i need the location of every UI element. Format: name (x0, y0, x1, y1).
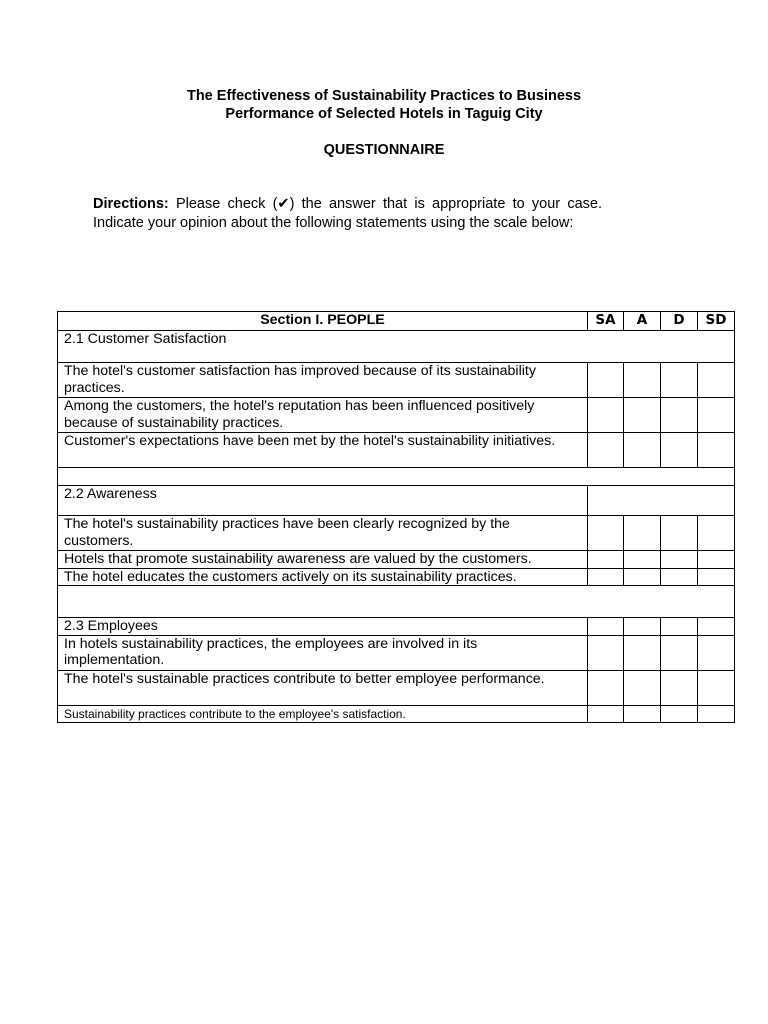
checkbox-sd[interactable] (698, 568, 735, 586)
statement: Sustainability practices contribute to the employee's satisfaction. (58, 705, 588, 723)
statement: Customer's expectations have been met by the hotel's sustainability initiatives. (58, 433, 588, 468)
statement: In hotels sustainability practices, the employees are involved in its implementation. (58, 635, 588, 670)
spacer-row (58, 586, 735, 618)
checkbox-sd[interactable] (698, 398, 735, 433)
questionnaire-heading: QUESTIONNAIRE (323, 142, 445, 158)
blank-cell (698, 618, 735, 636)
checkbox-sd[interactable] (698, 670, 735, 705)
statement: The hotel educates the customers actively on its sustainability practices. (58, 568, 588, 586)
checkbox-a[interactable] (624, 670, 661, 705)
checkbox-d[interactable] (661, 398, 698, 433)
table-row (58, 398, 735, 433)
checkbox-a[interactable] (624, 516, 661, 551)
section-header: Section I. PEOPLE (58, 312, 588, 331)
table-row (58, 635, 735, 670)
subsection-row (58, 331, 735, 363)
checkbox-a[interactable] (624, 551, 661, 569)
checkbox-sd[interactable] (698, 635, 735, 670)
table-row (58, 670, 735, 705)
checkbox-a[interactable] (624, 705, 661, 723)
checkbox-d[interactable] (661, 705, 698, 723)
checkbox-a[interactable] (624, 568, 661, 586)
checkbox-sd[interactable] (698, 551, 735, 569)
subsection-title: 2.2 Awareness (58, 486, 588, 516)
checkbox-d[interactable] (661, 551, 698, 569)
subsection-row (58, 618, 735, 636)
table-row (58, 516, 735, 551)
questionnaire-table (57, 311, 735, 723)
table-row (58, 551, 735, 569)
spacer-cell (58, 468, 735, 486)
checkbox-sd[interactable] (698, 705, 735, 723)
scale-header-sd: SD (698, 312, 735, 331)
checkbox-a[interactable] (624, 363, 661, 398)
blank-cell (588, 486, 735, 516)
spacer-row (58, 468, 735, 486)
blank-cell (624, 618, 661, 636)
subsection-title: 2.1 Customer Satisfaction (58, 331, 735, 363)
statement: Among the customers, the hotel's reputation has been influenced positively because of sustainability practices. (58, 398, 588, 433)
checkbox-sa[interactable] (588, 568, 624, 586)
checkbox-sa[interactable] (588, 516, 624, 551)
checkbox-sd[interactable] (698, 433, 735, 468)
table-row (58, 705, 735, 723)
checkbox-sa[interactable] (588, 398, 624, 433)
spacer-cell (58, 586, 735, 618)
scale-header-d: D (661, 312, 698, 331)
scale-header-a: A (624, 312, 661, 331)
checkbox-a[interactable] (624, 635, 661, 670)
table-row (58, 433, 735, 468)
checkbox-sa[interactable] (588, 635, 624, 670)
directions-text: Please check (✔) the answer that is appropriate to your case. Indicate your opinion about the following statements using the scale below: (93, 196, 602, 231)
statement: The hotel's customer satisfaction has improved because of its sustainability practices. (58, 363, 588, 398)
checkbox-d[interactable] (661, 363, 698, 398)
checkbox-sa[interactable] (588, 433, 624, 468)
checkbox-sa[interactable] (588, 551, 624, 569)
checkbox-d[interactable] (661, 635, 698, 670)
checkbox-a[interactable] (624, 398, 661, 433)
checkbox-sa[interactable] (588, 363, 624, 398)
table-row (58, 568, 735, 586)
checkbox-sd[interactable] (698, 516, 735, 551)
title-line-1: The Effectiveness of Sustainability Practices to Business (186, 88, 582, 104)
directions-paragraph (93, 195, 602, 232)
checkbox-d[interactable] (661, 433, 698, 468)
table-header-row (58, 312, 735, 331)
blank-cell (661, 618, 698, 636)
checkbox-a[interactable] (624, 433, 661, 468)
table-row (58, 363, 735, 398)
blank-cell (588, 618, 624, 636)
checkbox-d[interactable] (661, 670, 698, 705)
checkbox-d[interactable] (661, 568, 698, 586)
checkbox-sa[interactable] (588, 705, 624, 723)
directions-label: Directions: (93, 196, 169, 212)
subsection-title: 2.3 Employees (58, 618, 588, 636)
checkbox-sd[interactable] (698, 363, 735, 398)
statement: The hotel's sustainable practices contribute to better employee performance. (58, 670, 588, 705)
statement: Hotels that promote sustainability awareness are valued by the customers. (58, 551, 588, 569)
checkbox-d[interactable] (661, 516, 698, 551)
subsection-row (58, 486, 735, 516)
checkbox-sa[interactable] (588, 670, 624, 705)
scale-header-sa: SA (588, 312, 624, 331)
title-line-2: Performance of Selected Hotels in Taguig City (225, 106, 543, 122)
statement: The hotel's sustainability practices have been clearly recognized by the customers. (58, 516, 588, 551)
